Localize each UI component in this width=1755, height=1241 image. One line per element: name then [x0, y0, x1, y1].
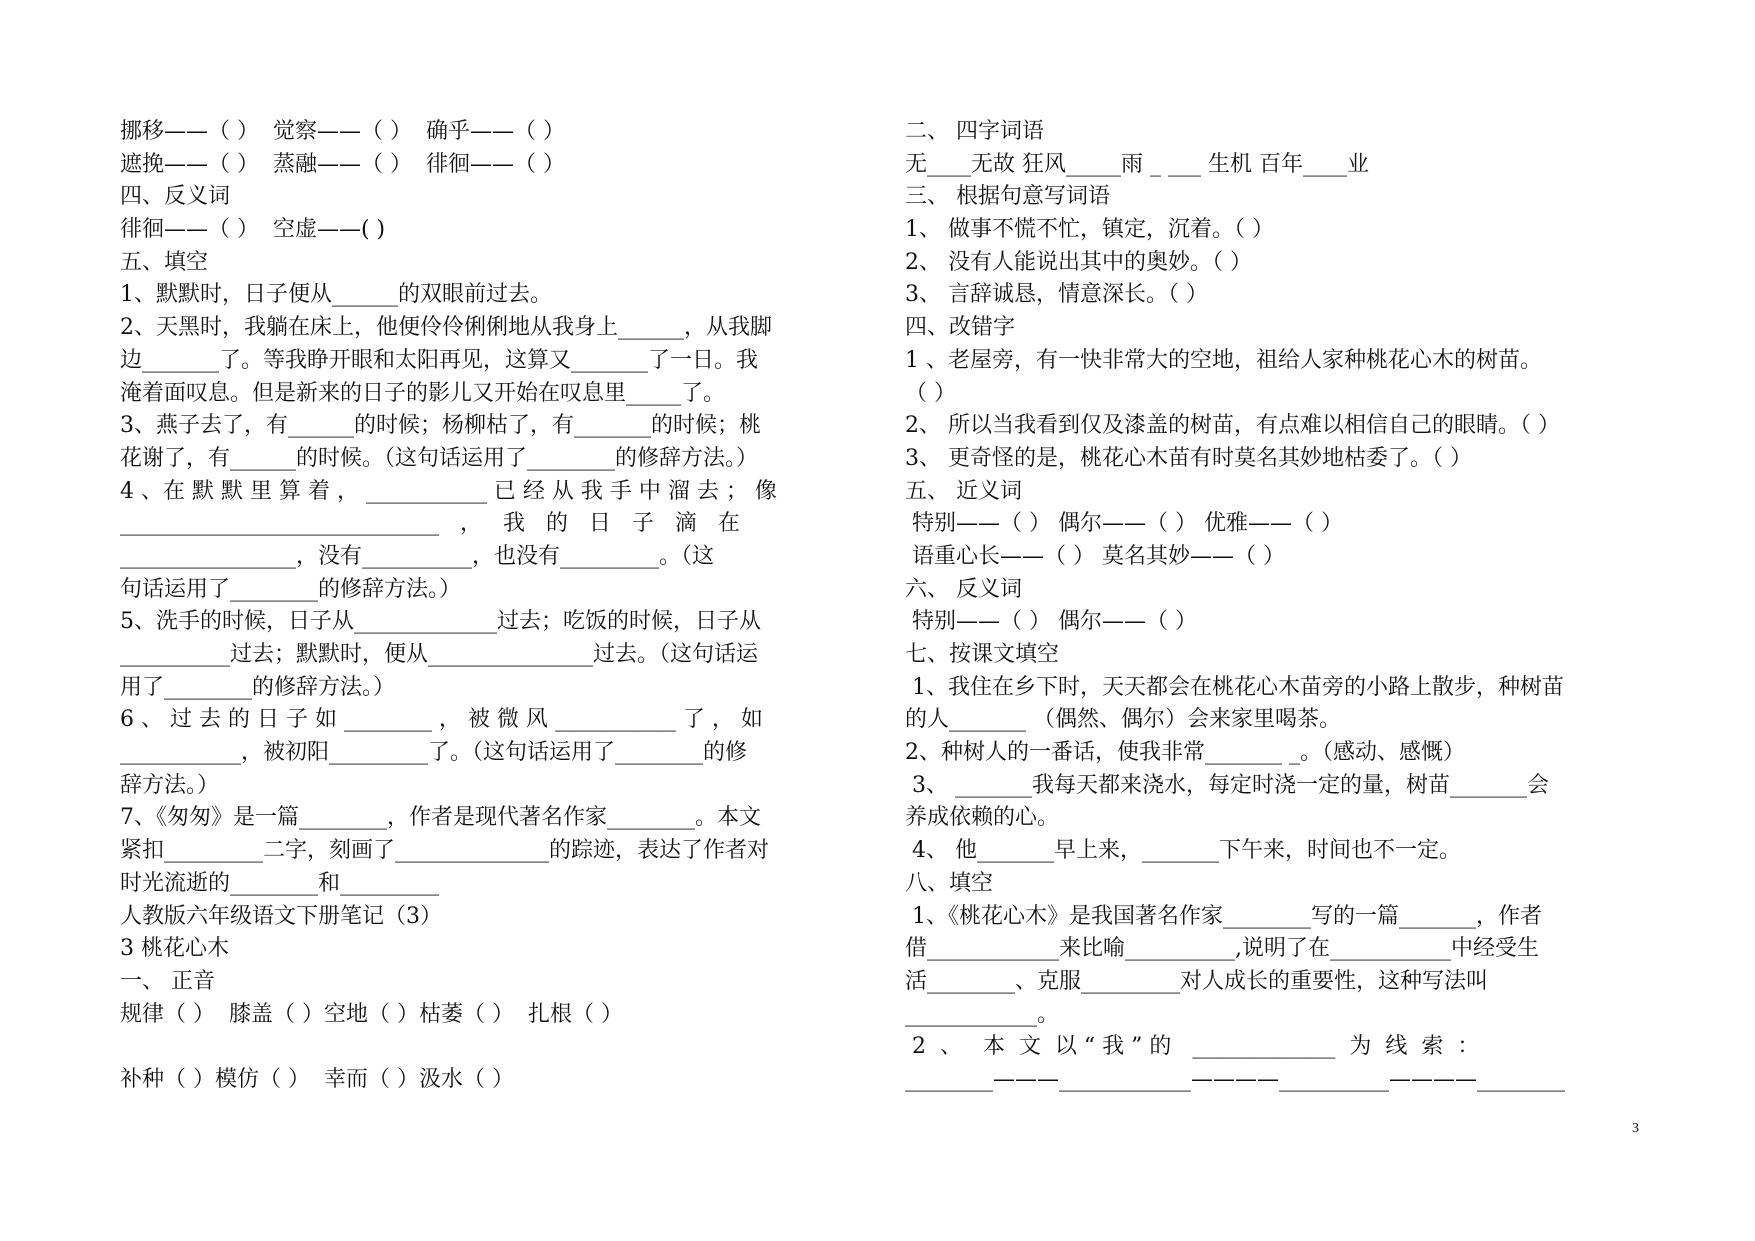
text-line: 人教版六年级语文下册笔记（3）: [120, 903, 442, 929]
text-line: 5、洗手的时候，日子从_____________过去；吃饭的时候，日子从: [120, 609, 761, 635]
text-line: 补种（ ）模仿（ ） 幸而（ ）汲水（ ）: [120, 1066, 514, 1092]
text-line: 四、改错字: [905, 315, 1016, 341]
text-line: 1、默默时，日子便从______的双眼前过去。: [120, 282, 552, 308]
text-line: 二、 四字词语: [905, 119, 1044, 144]
text-line: 用了________的修辞方法。）: [120, 674, 396, 700]
text-line: 一、 正音: [120, 968, 215, 994]
text-line: 辞方法。）: [120, 772, 220, 798]
text-line: 五、填空: [120, 249, 209, 275]
text-line: 语重心长——（ ） 莫名其妙——（ ）: [905, 543, 1285, 569]
text-line: 4 、在 默 默 里 算 着 ， ___________ 已 经 从 我 手 中 溜 去 ； 像: [120, 478, 777, 504]
text-line: 遮挽——（ ） 蒸融——（ ） 徘徊——（ ）: [120, 151, 565, 177]
text-line: （ ）: [905, 380, 956, 406]
text-line: ________———____________————__________————________: [905, 1066, 1565, 1092]
text-line: 6 、 过 去 的 日 子 如 ________ ， 被 微 风 ___________ 了 ， 如: [120, 707, 763, 733]
text-line: 特别——（ ） 偶尔——（ ）: [905, 609, 1197, 635]
text-line: 规律（ ） 膝盖（ ）空地（ ）枯萎（ ） 扎根（ ）: [120, 1001, 623, 1027]
text-line: 3 桃花心木: [120, 936, 229, 962]
text-line: 特别——（ ） 偶尔——（ ） 优雅——（ ）: [905, 511, 1343, 537]
text-line: 2、 没有人能说出其中的奥妙。（ ）: [905, 249, 1252, 275]
text-line: ________________，没有__________，也没有_________。（这: [120, 543, 715, 569]
text-line: 2、 所以当我看到仅及漆盖的树苗，有点难以相信自己的眼睛。（ ）: [905, 413, 1560, 439]
text-line: 借____________来比喻__________,说明了在___________中经受生: [905, 936, 1539, 962]
text-line: [120, 1031, 865, 1064]
text-line: 养成依赖的心。: [905, 805, 1060, 831]
right-column: [905, 116, 1645, 1097]
text-line: 句话运用了________的修辞方法。）: [120, 576, 462, 602]
text-line: 2、种树人的一番话，使我非常_______ _。（感动、感慨）: [905, 740, 1465, 766]
text-line: 1、《桃花心木》是我国著名作家________写的一篇_______，作者: [905, 903, 1542, 929]
text-line: 3、 更奇怪的是，桃花心木苗有时莫名其妙地枯委了。（ ）: [905, 445, 1472, 471]
left-column: [120, 116, 865, 1097]
text-line: 淹着面叹息。但是新来的日子的影儿又开始在叹息里_____了。: [120, 380, 726, 406]
page-number: 3: [1632, 1121, 1639, 1136]
text-line: 3、燕子去了，有______的时候；杨柳枯了，有_______的时候；桃: [120, 413, 761, 439]
text-line: 4、 他_______早上来，_______下午来，时间也不一定。: [905, 838, 1461, 864]
text-line: 八、填空: [905, 870, 994, 896]
text-line: 活________、克服_________对人成长的重要性，这种写法叫: [905, 968, 1489, 994]
text-line: 三、 根据句意写词语: [905, 184, 1110, 210]
text-line: ___________，被初阳_________了。（这句话运用了________的修: [120, 740, 748, 766]
text-line: 7、《匆匆》是一篇________，作者是现代著名作家________。本文: [120, 805, 761, 831]
text-line: 花谢了，有______的时候。（这句话运用了________的修辞方法。）: [120, 445, 759, 471]
text-line: 五、 近义词: [905, 478, 1022, 504]
text-line: 挪移——（ ） 觉察——（ ） 确乎——（ ）: [120, 119, 565, 144]
text-line: 3、 _______我每天都来浇水，每定时浇一定的量，树苗_______会: [905, 772, 1549, 798]
text-line: 四、反义词: [120, 184, 231, 210]
text-line: 无____无故 狂风_____雨 _ ___ 生机 百年____业: [905, 151, 1369, 177]
text-line: _____________________________ ， 我 的 日 子 滴 在: [120, 511, 740, 537]
text-line: 紧扣_________二字，刻画了______________的踪迹，表达了作者对: [120, 838, 770, 864]
text-line: 边_______了。等我睁开眼和太阳再见，这算又_______了一日。我: [120, 347, 759, 373]
text-line: 2、天黑时，我躺在床上，他便伶伶俐俐地从我身上______，从我脚: [120, 315, 772, 341]
text-line: 的人_______ （偶然、偶尔）会来家里喝茶。: [905, 707, 1341, 733]
text-line: 3、 言辞诚恳，情意深长。（ ）: [905, 282, 1208, 308]
text-line: 七、按课文填空: [905, 642, 1060, 667]
text-line: 时光流逝的________和_________: [120, 870, 440, 896]
text-line: ____________。: [905, 1001, 1060, 1027]
text-line: 1、我住在乡下时，天天都会在桃花心木苗旁的小路上散步，种树苗: [905, 674, 1564, 700]
text-line: 2 、 本 文 以 “ 我 ” 的 _____________ 为 线 索 ：: [905, 1034, 1480, 1060]
text-line: 六、 反义词: [905, 576, 1022, 602]
text-line: 徘徊——（ ） 空虚——( ): [120, 217, 386, 243]
text-line: 1、 做事不慌不忙，镇定，沉着。（ ）: [905, 217, 1274, 243]
text-line: __________过去；默默时，便从_______________过去。（这句话运: [120, 642, 759, 667]
text-line: 1 、老屋旁，有一快非常大的空地，祖给人家种桃花心木的树苗。: [905, 347, 1542, 373]
